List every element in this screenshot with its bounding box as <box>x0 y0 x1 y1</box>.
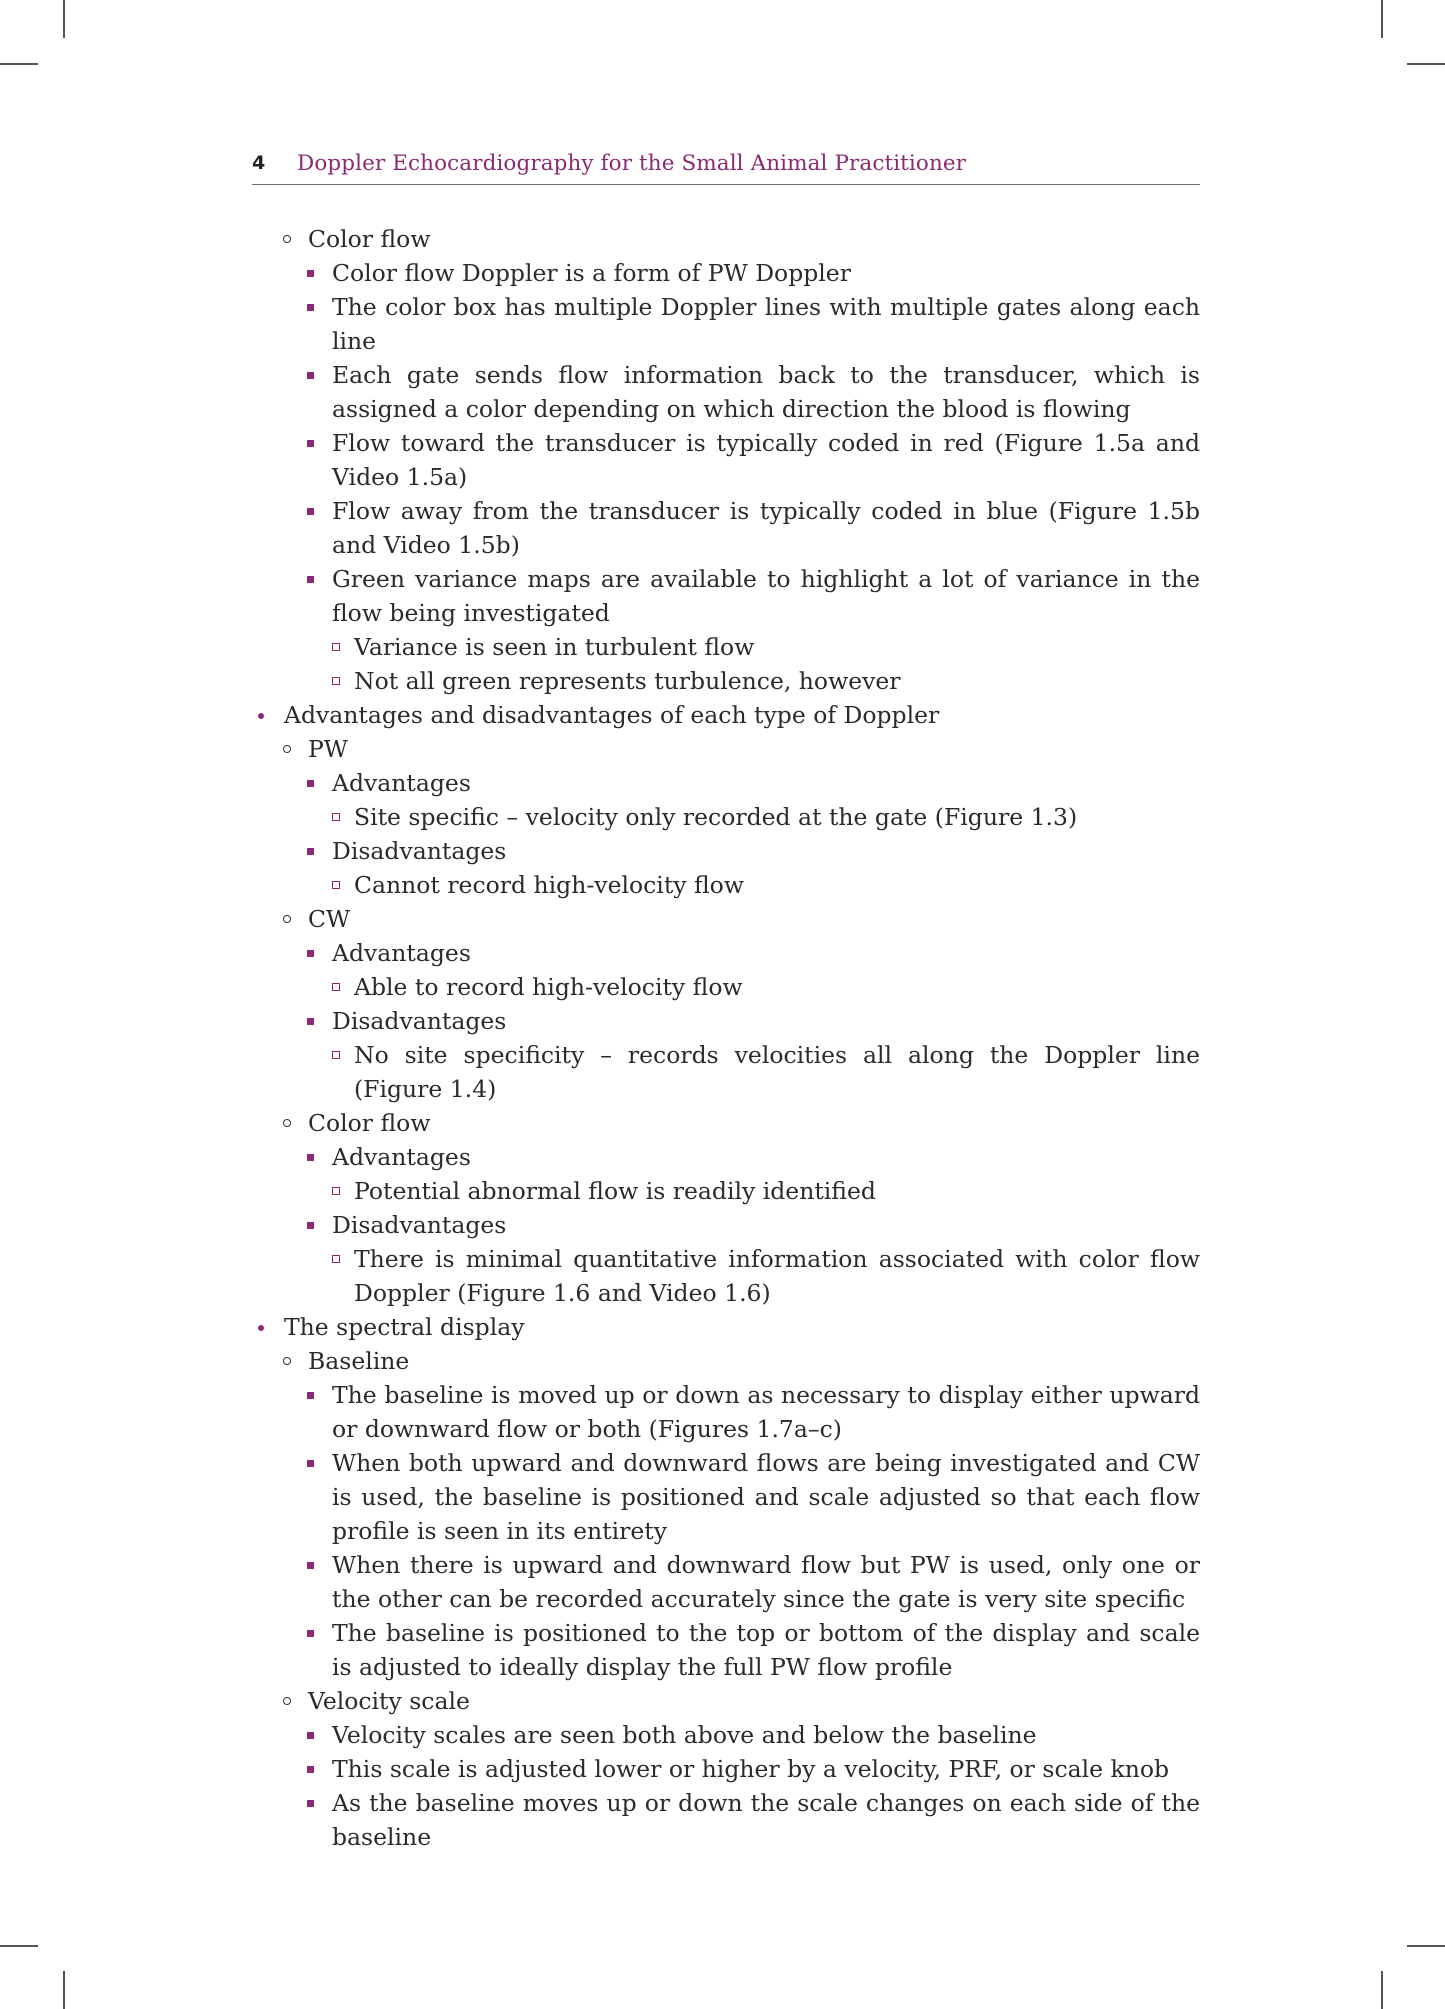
list-item <box>252 256 1200 290</box>
filled-square-icon <box>307 1222 314 1229</box>
page-number: 4 <box>252 152 266 174</box>
running-title: Doppler Echocardiography for the Small Animal Practitioner <box>297 151 967 176</box>
filled-square-icon <box>307 1154 314 1161</box>
list-item-text: The baseline is positioned to the top or bottom of the display and scale is adjusted to ideally display the full PW flow profile <box>332 1619 1200 1681</box>
list-item <box>252 222 1200 256</box>
bullet-dot-icon <box>258 713 264 719</box>
filled-square-icon <box>307 780 314 787</box>
running-header <box>252 150 1200 185</box>
list-item-text: Each gate sends flow information back to the transducer, which is assigned a color depending on which direction the blood is flowing <box>332 361 1200 423</box>
list-item <box>252 834 1200 868</box>
list-item-text: Able to record high-velocity flow <box>354 973 743 1001</box>
list-item-text: Disadvantages <box>332 1211 507 1239</box>
list-item-text: Green variance maps are available to highlight a lot of variance in the flow being investigated <box>332 565 1200 627</box>
hollow-square-icon <box>332 643 340 651</box>
list-item <box>252 1344 1200 1378</box>
list-item-text: Velocity scale <box>308 1687 470 1715</box>
crop-mark <box>63 1971 65 2009</box>
list-item <box>252 868 1200 902</box>
list-item-text: When there is upward and downward flow but PW is used, only one or the other can be recorded accurately since the gate is very site specific <box>332 1551 1200 1613</box>
list-item <box>252 1786 1200 1854</box>
list-item-text: Color flow <box>308 1109 431 1137</box>
bullet-dot-icon <box>258 1325 264 1331</box>
list-item-text: This scale is adjusted lower or higher by a velocity, PRF, or scale knob <box>332 1755 1170 1783</box>
list-item <box>252 902 1200 936</box>
list-item-text: Velocity scales are seen both above and below the baseline <box>332 1721 1037 1749</box>
list-item <box>252 1752 1200 1786</box>
hollow-circle-icon <box>283 1697 291 1705</box>
list-item-text: Potential abnormal flow is readily identified <box>354 1177 876 1205</box>
hollow-circle-icon <box>283 1119 291 1127</box>
list-item <box>252 630 1200 664</box>
list-item-text: No site specificity – records velocities all along the Doppler line (Figure 1.4) <box>354 1041 1200 1103</box>
list-item <box>252 1174 1200 1208</box>
list-item <box>252 766 1200 800</box>
list-item-text: The color box has multiple Doppler lines with multiple gates along each line <box>332 293 1200 355</box>
list-item <box>252 664 1200 698</box>
crop-mark <box>63 0 65 38</box>
list-item <box>252 1684 1200 1718</box>
list-item <box>252 1548 1200 1616</box>
hollow-square-icon <box>332 1255 340 1263</box>
list-item <box>252 970 1200 1004</box>
list-item-text: The spectral display <box>284 1313 525 1341</box>
list-item <box>252 1242 1200 1310</box>
list-item-text: Disadvantages <box>332 837 507 865</box>
list-item-text: Disadvantages <box>332 1007 507 1035</box>
list-item-text: CW <box>308 905 351 933</box>
filled-square-icon <box>307 848 314 855</box>
list-item <box>252 562 1200 630</box>
list-item <box>252 936 1200 970</box>
filled-square-icon <box>307 1392 314 1399</box>
list-item <box>252 494 1200 562</box>
filled-square-icon <box>307 1766 314 1773</box>
list-item <box>252 800 1200 834</box>
hollow-circle-icon <box>283 915 291 923</box>
bullet-list <box>252 222 1200 1854</box>
list-item-text: Baseline <box>308 1347 410 1375</box>
list-item-text: Not all green represents turbulence, however <box>354 667 901 695</box>
list-item-text: Variance is seen in turbulent flow <box>354 633 755 661</box>
hollow-square-icon <box>332 813 340 821</box>
list-item <box>252 358 1200 426</box>
hollow-square-icon <box>332 881 340 889</box>
list-item <box>252 1140 1200 1174</box>
hollow-square-icon <box>332 1051 340 1059</box>
list-item-text: Advantages and disadvantages of each type of Doppler <box>284 701 940 729</box>
list-item-text: Flow away from the transducer is typically coded in blue (Figure 1.5b and Video 1.5b) <box>332 497 1200 559</box>
crop-mark <box>1407 63 1445 65</box>
crop-mark <box>1407 1945 1445 1947</box>
filled-square-icon <box>307 270 314 277</box>
list-item <box>252 698 1200 732</box>
list-item <box>252 1616 1200 1684</box>
list-item-text: Site specific – velocity only recorded at the gate (Figure 1.3) <box>354 803 1078 831</box>
list-item <box>252 1378 1200 1446</box>
list-item-text: PW <box>308 735 348 763</box>
list-item-text: The baseline is moved up or down as necessary to display either upward or downward flow or both (Figures 1.7a–c) <box>332 1381 1200 1443</box>
list-item <box>252 1718 1200 1752</box>
hollow-circle-icon <box>283 235 291 243</box>
filled-square-icon <box>307 508 314 515</box>
filled-square-icon <box>307 1018 314 1025</box>
filled-square-icon <box>307 372 314 379</box>
list-item <box>252 1004 1200 1038</box>
list-item <box>252 1038 1200 1106</box>
list-item <box>252 290 1200 358</box>
filled-square-icon <box>307 1800 314 1807</box>
list-item <box>252 1106 1200 1140</box>
list-item-text: Advantages <box>332 769 471 797</box>
list-item-text: As the baseline moves up or down the scale changes on each side of the baseline <box>332 1789 1200 1851</box>
list-item <box>252 1310 1200 1344</box>
list-item <box>252 426 1200 494</box>
filled-square-icon <box>307 440 314 447</box>
filled-square-icon <box>307 1460 314 1467</box>
crop-mark <box>1381 0 1383 38</box>
filled-square-icon <box>307 304 314 311</box>
list-item-text: Color flow Doppler is a form of PW Doppler <box>332 259 851 287</box>
list-item-text: Color flow <box>308 225 431 253</box>
crop-mark <box>0 63 38 65</box>
list-item-text: When both upward and downward flows are being investigated and CW is used, the baseline is positioned and scale adjusted so that each flow profile is seen in its entirety <box>332 1449 1200 1545</box>
list-item <box>252 1208 1200 1242</box>
list-item-text: Cannot record high-velocity flow <box>354 871 744 899</box>
filled-square-icon <box>307 1562 314 1569</box>
list-item-text: Advantages <box>332 939 471 967</box>
list-item <box>252 1446 1200 1548</box>
crop-mark <box>1381 1971 1383 2009</box>
filled-square-icon <box>307 950 314 957</box>
list-item-text: Advantages <box>332 1143 471 1171</box>
crop-mark <box>0 1945 38 1947</box>
hollow-square-icon <box>332 1187 340 1195</box>
list-item-text: Flow toward the transducer is typically coded in red (Figure 1.5a and Video 1.5a) <box>332 429 1200 491</box>
list-item-text: There is minimal quantitative information associated with color flow Doppler (Figure 1.6 and Video 1.6) <box>354 1245 1200 1307</box>
filled-square-icon <box>307 1630 314 1637</box>
filled-square-icon <box>307 576 314 583</box>
hollow-square-icon <box>332 677 340 685</box>
filled-square-icon <box>307 1732 314 1739</box>
hollow-square-icon <box>332 983 340 991</box>
list-item <box>252 732 1200 766</box>
hollow-circle-icon <box>283 1357 291 1365</box>
hollow-circle-icon <box>283 745 291 753</box>
